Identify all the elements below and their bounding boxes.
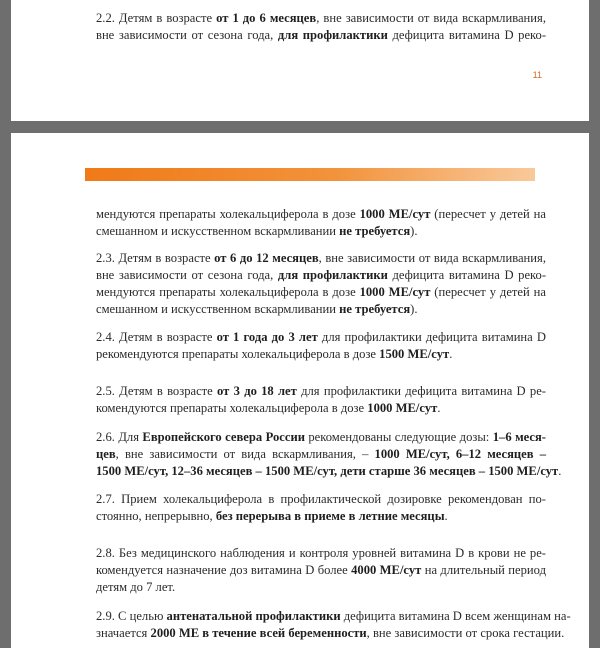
page-top [11,0,589,121]
text-line: 1500 МЕ/сут, 12–36 месяцев – 1500 МЕ/сут, дети старше 36 месяцев – 1500 МЕ/сут. [96,464,562,478]
text-line: вне зависимости от сезона года, для профилактики дефицита витамина D реко- [96,28,547,42]
text-line: 2.6. Для Европейского севера России рекомендованы следующие дозы: 1–6 меся- [96,430,546,444]
text-line: мендуются препараты холекальциферола в дозе 1000 МЕ/сут (пересчет у детей на [96,207,546,221]
text-line: стоянно, непрерывно, без перерыва в приеме в летние месяцы. [96,509,448,523]
text-line: 2.8. Без медицинского наблюдения и контроля уровней витамина D в крови не ре- [96,546,546,560]
text-line: рекомендуются препараты холекальциферола в дозе 1500 МЕ/сут. [96,347,453,361]
text-line: 2.5. Детям в возрасте от 3 до 18 лет для профилактики дефицита витамина D ре- [96,384,546,398]
text-line: значается 2000 МЕ в течение всей беременности, вне зависимости от срока гестации. [96,626,565,640]
text-line: комендуются препараты холекальциферола в дозе 1000 МЕ/сут. [96,401,441,415]
page-number: 11 [532,70,542,80]
orange-header-bar [85,168,535,181]
text-line: смешанном и искусственном вскармливании не требуется). [96,224,418,238]
text-line: комендуется назначение доз витамина D более 4000 МЕ/сут на длительный период [96,563,546,577]
text-line: 2.4. Детям в возрасте от 1 года до 3 лет для профилактики дефицита витамина D [96,330,547,344]
text-line: 2.9. С целью антенатальной профилактики дефицита витамина D всем женщинам на- [96,609,571,623]
text-line: 2.3. Детям в возрасте от 6 до 12 месяцев, вне зависимости от вида вскармливания, [96,251,546,265]
page-bottom [11,133,589,648]
text-line: смешанном и искусственном вскармливании не требуется). [96,302,418,316]
text-line: 2.7. Прием холекальциферола в профилактической дозировке рекомендован по- [96,492,546,506]
text-line: вне зависимости от сезона года, для профилактики дефицита витамина D реко- [96,268,547,282]
text-line: цев, вне зависимости от вида вскармливания, – 1000 МЕ/сут, 6–12 месяцев – [96,447,546,461]
text-line: детям до 7 лет. [96,580,176,594]
text-line: мендуются препараты холекальциферола в дозе 1000 МЕ/сут (пересчет у детей на [96,285,546,299]
text-line: 2.2. Детям в возрасте от 1 до 6 месяцев, вне зависимости от вида вскармливания, [96,11,546,25]
